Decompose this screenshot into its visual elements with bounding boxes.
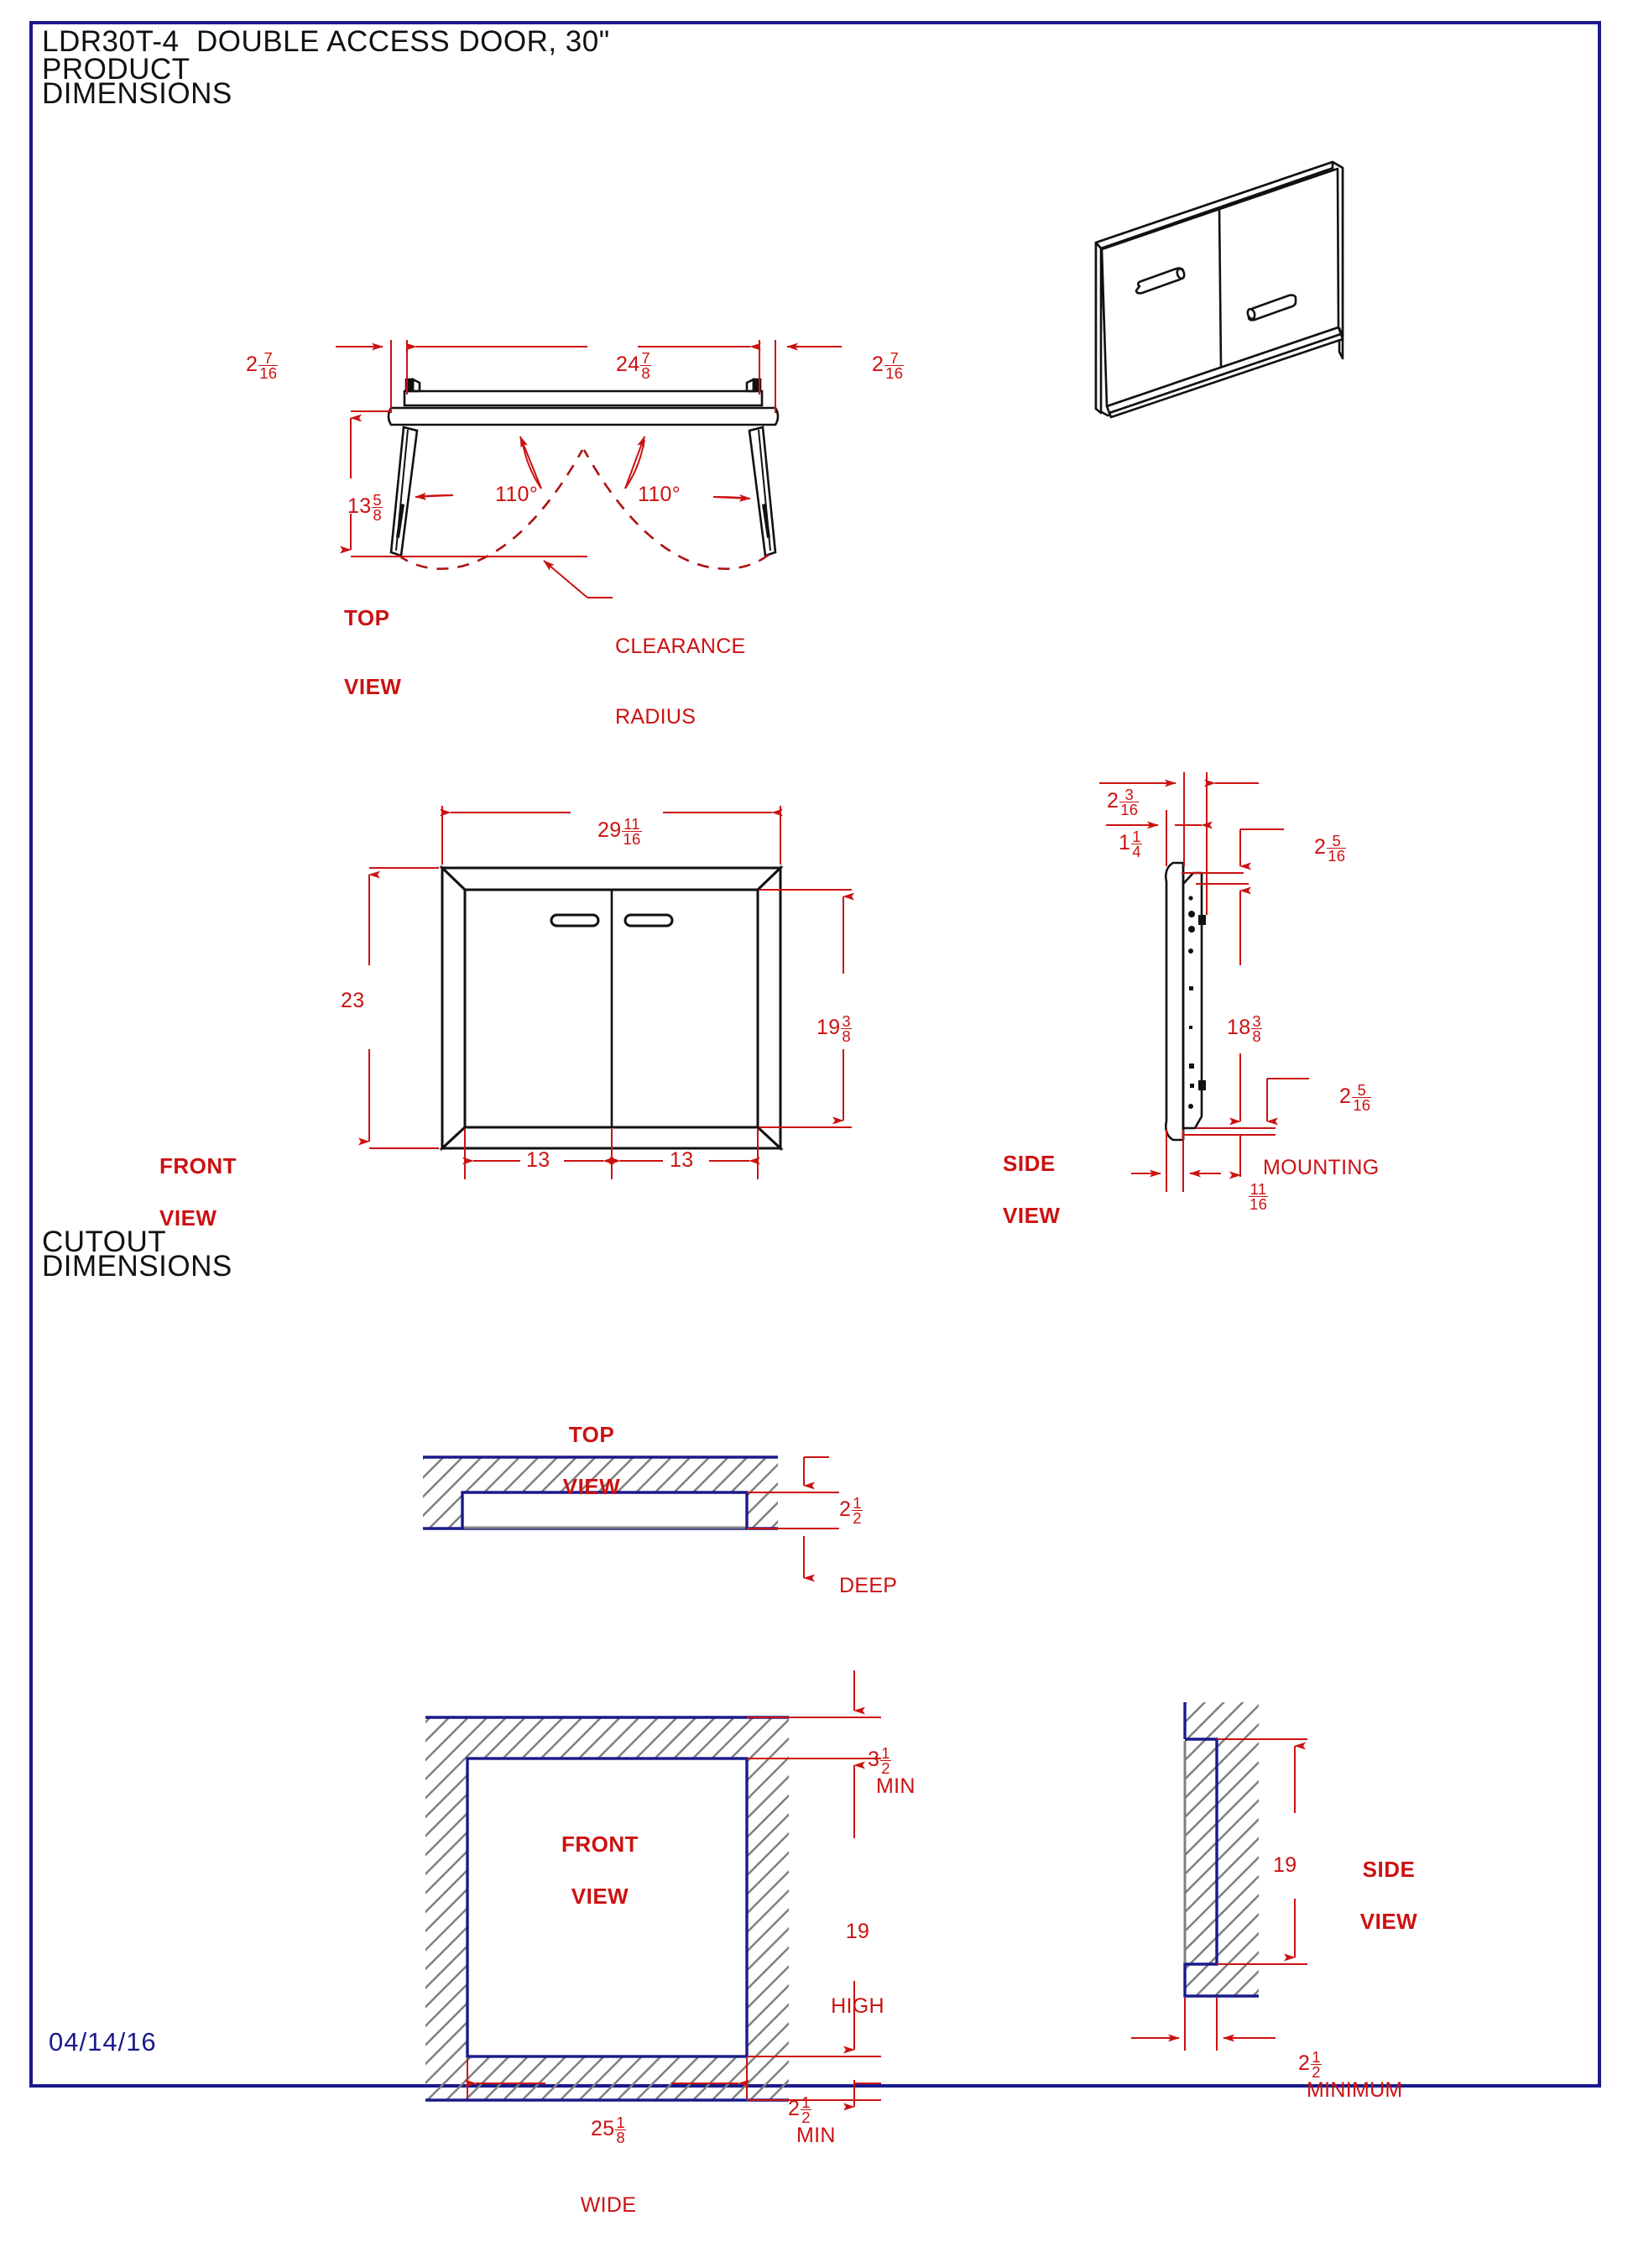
cutout-front-view-dim-top-clearance: 3 1 2 MIN xyxy=(867,1743,916,1799)
top-view-angle-left: 110° xyxy=(495,483,539,506)
cutout-front-view-label: FRONT VIEW xyxy=(561,1831,639,1910)
side-view-dim-mount-height: 18 3 8 xyxy=(1226,1011,1261,1045)
front-view-dim-overall-height: 23 xyxy=(341,989,365,1012)
section-heading-product-1: PRODUCT xyxy=(42,53,190,86)
top-view-dim-open-depth: 13 5 8 xyxy=(347,490,382,524)
front-view-dim-right-door: 13 xyxy=(670,1148,694,1172)
front-view-label: FRONT VIEW xyxy=(159,1152,237,1231)
cutout-top-view-label: TOP VIEW xyxy=(562,1421,621,1500)
top-view-dim-left-overhang: 2 7 16 xyxy=(245,348,278,382)
top-view-label: TOP VIEW xyxy=(344,605,402,700)
section-heading-cutout-1: CUTOUT xyxy=(42,1225,167,1258)
section-heading-cutout-2: DIMENSIONS xyxy=(42,1250,232,1283)
top-view-dim-center-width: 24 7 8 xyxy=(615,348,650,382)
page-title: LDR30T-4 DOUBLE ACCESS DOOR, 30" xyxy=(42,25,610,58)
side-view-mounting-label: MOUNTING xyxy=(1263,1156,1380,1179)
section-heading-product-2: DIMENSIONS xyxy=(42,77,232,110)
front-view-dim-left-door: 13 xyxy=(526,1148,550,1172)
cutout-top-view-dim-depth: 2 1 2 DEEP xyxy=(839,1493,898,1598)
side-view-dim-mounting: 11 16 xyxy=(1249,1179,1268,1213)
cutout-front-view-dim-bottom-clearance: 2 1 2 MIN xyxy=(787,2093,836,2148)
cutout-front-view-dim-width: 25 1 8 WIDE xyxy=(580,2113,637,2218)
cutout-front-view-dim-height: 19 HIGH xyxy=(831,1920,884,2018)
front-view-dim-overall-width: 29 11 16 xyxy=(597,814,641,848)
cutout-side-view-label: SIDE VIEW xyxy=(1359,1856,1418,1935)
clearance-radius-note: CLEARANCE RADIUS xyxy=(615,635,746,729)
side-view-dim-top-inset: 2 5 16 xyxy=(1313,831,1346,865)
cutout-side-view-dim-min-depth: 2 1 2 MINIMUM xyxy=(1297,2047,1403,2103)
cutout-side-view-dim-height: 19 xyxy=(1273,1853,1297,1877)
side-view-dim-bottom-inset: 2 5 16 xyxy=(1338,1080,1371,1114)
revision-date: 04/14/16 xyxy=(49,2027,157,2056)
top-view-angle-right: 110° xyxy=(638,483,681,506)
side-view-label: SIDE VIEW xyxy=(1003,1150,1061,1229)
front-view-dim-opening-height: 19 3 8 xyxy=(816,1011,851,1045)
side-view-dim-flange-offset: 1 1 4 xyxy=(1118,827,1141,860)
top-view-dim-right-overhang: 2 7 16 xyxy=(871,348,904,382)
side-view-dim-depth-total: 2 3 16 xyxy=(1106,785,1139,818)
